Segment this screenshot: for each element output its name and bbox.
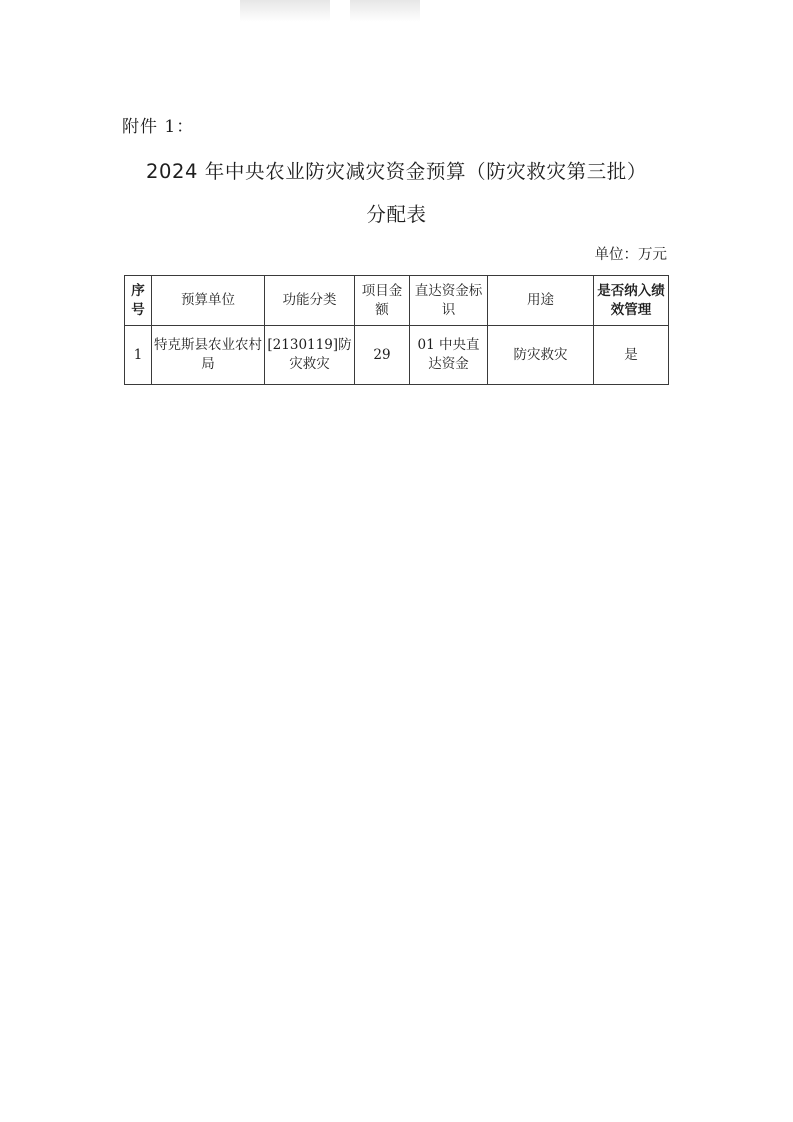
col-header-category: 功能分类	[265, 276, 355, 326]
cell-category: [2130119]防灾救灾	[265, 326, 355, 385]
table-header-row	[125, 276, 669, 326]
cell-fund-tag: 01 中央直达资金	[410, 326, 488, 385]
scan-mark-top-2	[350, 0, 420, 22]
col-header-amount: 项目金额	[355, 276, 410, 326]
allocation-table	[124, 275, 669, 385]
col-header-perf-mgmt: 是否纳入绩效管理	[594, 276, 669, 326]
unit-label: 单位：万元	[594, 247, 667, 263]
attachment-label: 附件 1：	[122, 117, 195, 137]
document-subtitle: 分配表	[366, 203, 427, 226]
cell-index: 1	[125, 326, 152, 385]
col-header-purpose: 用途	[488, 276, 594, 326]
col-header-index: 序号	[125, 276, 152, 326]
cell-purpose: 防灾救灾	[488, 326, 594, 385]
cell-perf-mgmt: 是	[594, 326, 669, 385]
col-header-fund-tag: 直达资金标识	[410, 276, 488, 326]
scan-mark-top	[240, 0, 330, 22]
cell-amount: 29	[355, 326, 410, 385]
table-row	[125, 326, 669, 385]
cell-unit: 特克斯县农业农村局	[152, 326, 265, 385]
document-title: 2024 年中央农业防灾减灾资金预算（防灾救灾第三批）	[145, 160, 648, 183]
col-header-unit: 预算单位	[152, 276, 265, 326]
